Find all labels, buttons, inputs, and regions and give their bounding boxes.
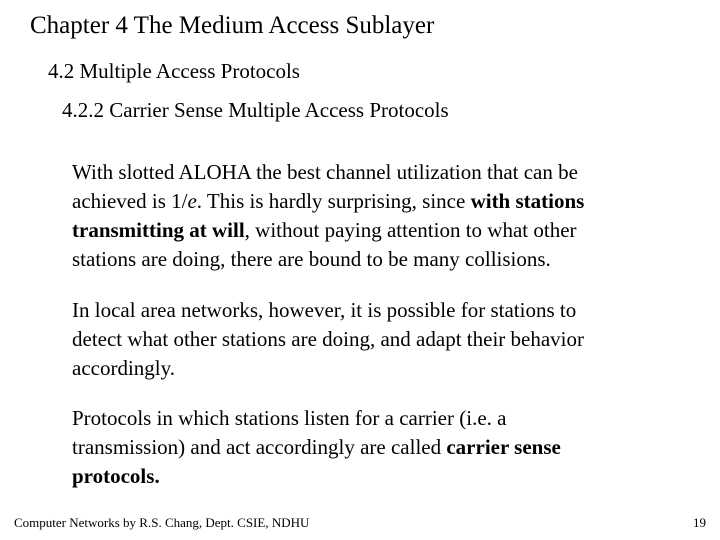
text-run: achieved is 1/	[72, 189, 188, 213]
chapter-title: Chapter 4 The Medium Access Sublayer	[30, 12, 435, 39]
subsection-title: 4.2.2 Carrier Sense Multiple Access Protocols	[62, 98, 449, 122]
paragraph-line	[72, 187, 672, 216]
bold-emphasis: with stations	[470, 189, 585, 213]
paragraph-line	[72, 462, 672, 491]
bold-emphasis: carrier sense	[446, 435, 561, 459]
paragraph-lan	[72, 296, 672, 383]
paragraph-line	[72, 433, 672, 462]
text-run: . This is hardly surprising, since	[196, 189, 471, 213]
bold-emphasis: transmitting at will	[72, 218, 245, 242]
text-run: , without paying attention to what other	[244, 218, 577, 242]
paragraph-slotted-aloha	[72, 158, 672, 274]
paragraph-line: In local area networks, however, it is possible for stations to	[72, 298, 577, 322]
page-number: 19	[693, 515, 706, 530]
text-run: transmission) and act accordingly are called	[72, 435, 447, 459]
paragraph-line: Protocols in which stations listen for a carrier (i.e. a	[72, 406, 507, 430]
paragraph-carrier-sense	[72, 404, 672, 491]
italic-e: e	[187, 189, 197, 213]
paragraph-line: accordingly.	[72, 356, 176, 380]
bold-emphasis: protocols.	[72, 464, 160, 488]
section-title: 4.2 Multiple Access Protocols	[48, 59, 300, 83]
footer-credit: Computer Networks by R.S. Chang, Dept. CSIE, NDHU	[14, 515, 310, 530]
paragraph-line: stations are doing, there are bound to be many collisions.	[72, 247, 551, 271]
paragraph-line	[72, 216, 672, 245]
paragraph-line: With slotted ALOHA the best channel utilization that can be	[72, 160, 578, 184]
paragraph-line: detect what other stations are doing, and adapt their behavior	[72, 327, 584, 351]
